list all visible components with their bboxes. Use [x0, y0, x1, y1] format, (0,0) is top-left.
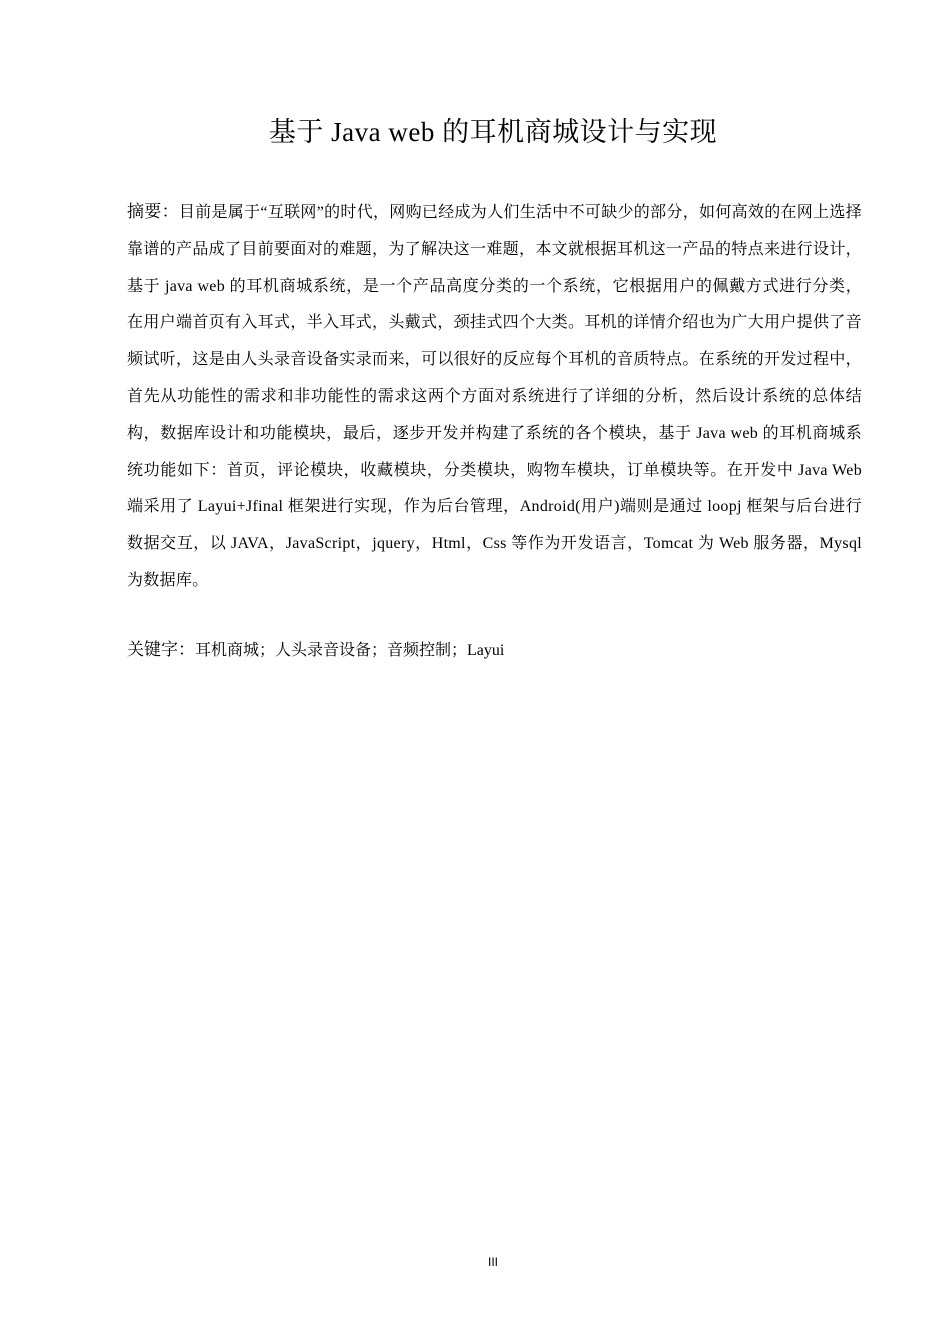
keywords-paragraph [127, 632, 862, 669]
document-title: 基于 Java web 的耳机商城设计与实现 [268, 117, 718, 147]
abstract-label: 摘要： [127, 202, 179, 222]
page-number: III [487, 1255, 498, 1269]
keywords-label: 关键字： [127, 640, 195, 660]
keywords-text: 耳机商城；人头录音设备；音频控制；Layui [195, 642, 505, 659]
abstract-paragraph [127, 194, 862, 600]
abstract-text: 目前是属于“互联网”的时代，网购已经成为人们生活中不可缺少的部分，如何高效的在网上选择靠谱的产品成了目前要面对的难题，为了解决这一难题，本文就根据耳机这一产品的特点来进行设计，基于 java web 的耳机商城系统，是一个产品高度分类的一个系统，它根据用户的佩戴方式进行分类，在用户端首页有入耳式，半入耳式，头戴式，颈挂式四个大类。耳机的详情介绍也为广大用户提供了音频试听，这是由人头录音设备实录而来，可以很好的反应每个耳机的音质特点。在系统的开发过程中，首先从功能性的需求和非功能性的需求这两个方面对系统进行了详细的分析，然后设计系统的总体结构，数据库设计和功能模块，最后，逐步开发并构建了系统的各个模块，基于 Java web 的耳机商城系统功能如下：首页，评论模块，收藏模块，分类模块，购物车模块，订单模块等。在开发中 Java Web 端采用了 Layui+Jfinal 框架进行实现，作为后台管理，Android(用户)端则是通过 loopj 框架与后台进行数据交互，以 JAVA，JavaScript，jquery，Html，Css 等作为开发语言，Tomcat 为 Web 服务器，Mysql 为数据库。 [127, 204, 863, 589]
